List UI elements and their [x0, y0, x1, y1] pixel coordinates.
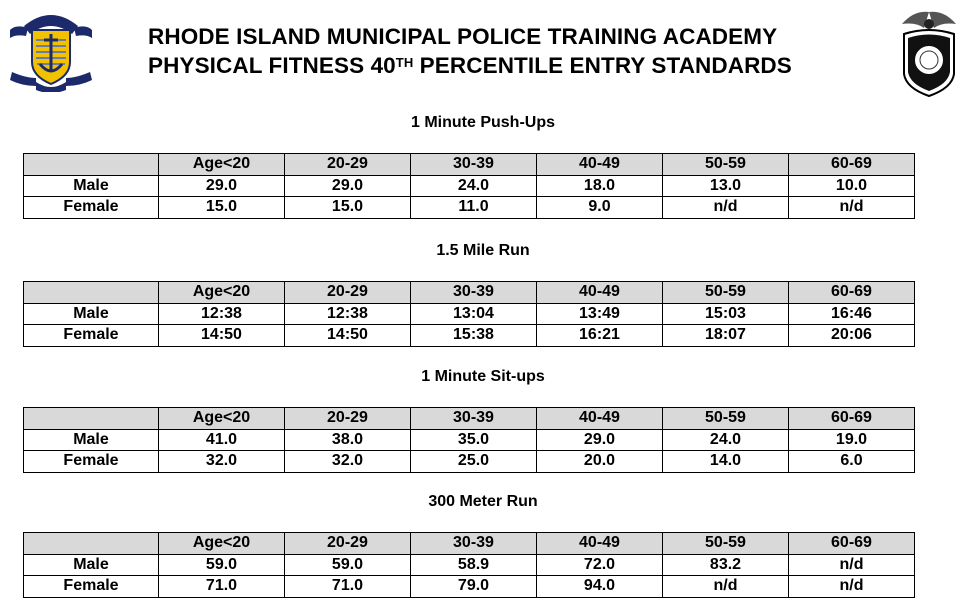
value-cell: 29.0 — [285, 175, 411, 197]
value-cell: 24.0 — [663, 429, 789, 451]
row-label: Male — [24, 175, 159, 197]
column-header: 50-59 — [663, 154, 789, 176]
value-cell: 18:07 — [663, 325, 789, 347]
column-header: 30-39 — [411, 533, 537, 555]
title-superscript: TH — [395, 55, 414, 70]
header-row — [24, 533, 915, 555]
value-cell: 24.0 — [411, 175, 537, 197]
table-row — [24, 451, 915, 473]
column-header: 20-29 — [285, 533, 411, 555]
column-header: 40-49 — [537, 408, 663, 430]
column-header: Age<20 — [159, 282, 285, 304]
value-cell: 10.0 — [789, 175, 915, 197]
section-title: 300 Meter Run — [428, 493, 538, 510]
column-header: Age<20 — [159, 154, 285, 176]
header-cell-empty — [24, 282, 159, 304]
section-title: 1 Minute Push-Ups — [410, 114, 555, 131]
value-cell: 14:50 — [159, 325, 285, 347]
row-label: Female — [24, 576, 159, 598]
value-cell: 59.0 — [285, 554, 411, 576]
header-row — [24, 154, 915, 176]
value-cell: n/d — [663, 576, 789, 598]
column-header: 60-69 — [789, 282, 915, 304]
row-label: Male — [24, 303, 159, 325]
value-cell: 35.0 — [411, 429, 537, 451]
column-header: 20-29 — [285, 408, 411, 430]
column-header: 40-49 — [537, 282, 663, 304]
value-cell: 71.0 — [285, 576, 411, 598]
title-line-2-suffix: PERCENTILE ENTRY STANDARDS — [413, 53, 792, 78]
title-line-1: RHODE ISLAND MUNICIPAL POLICE TRAINING ACADEMY — [148, 24, 778, 49]
table-row — [24, 429, 915, 451]
value-cell: n/d — [663, 197, 789, 219]
section-title: 1 Minute Sit-ups — [421, 368, 545, 385]
row-label: Male — [24, 554, 159, 576]
value-cell: n/d — [789, 197, 915, 219]
value-cell: 6.0 — [789, 451, 915, 473]
standards-table — [23, 407, 915, 473]
value-cell: 71.0 — [159, 576, 285, 598]
value-cell: 29.0 — [159, 175, 285, 197]
table-row — [24, 325, 915, 347]
value-cell: 79.0 — [411, 576, 537, 598]
value-cell: 72.0 — [537, 554, 663, 576]
table-row — [24, 576, 915, 598]
value-cell: 11.0 — [411, 197, 537, 219]
column-header: 30-39 — [411, 282, 537, 304]
row-label: Female — [24, 197, 159, 219]
value-cell: 15.0 — [159, 197, 285, 219]
value-cell: 15.0 — [285, 197, 411, 219]
value-cell: 59.0 — [159, 554, 285, 576]
value-cell: 9.0 — [537, 197, 663, 219]
table-row — [24, 303, 915, 325]
value-cell: 20.0 — [537, 451, 663, 473]
column-header: 20-29 — [285, 154, 411, 176]
column-header: 60-69 — [789, 533, 915, 555]
column-header: 30-39 — [411, 154, 537, 176]
header-row — [24, 282, 915, 304]
value-cell: 58.9 — [411, 554, 537, 576]
column-header: 40-49 — [537, 154, 663, 176]
value-cell: 13.0 — [663, 175, 789, 197]
value-cell: 25.0 — [411, 451, 537, 473]
value-cell: 18.0 — [537, 175, 663, 197]
section-title: 1.5 Mile Run — [436, 242, 530, 259]
value-cell: 14:50 — [285, 325, 411, 347]
value-cell: 16:46 — [789, 303, 915, 325]
value-cell: 38.0 — [285, 429, 411, 451]
value-cell: 32.0 — [159, 451, 285, 473]
column-header: 40-49 — [537, 533, 663, 555]
value-cell: 16:21 — [537, 325, 663, 347]
value-cell: 15:03 — [663, 303, 789, 325]
standards-table — [23, 153, 915, 219]
value-cell: 12:38 — [285, 303, 411, 325]
column-header: 50-59 — [663, 533, 789, 555]
rhode-island-seal-logo — [6, 6, 96, 92]
column-header: Age<20 — [159, 408, 285, 430]
value-cell: 13:04 — [411, 303, 537, 325]
value-cell: 83.2 — [663, 554, 789, 576]
value-cell: 20:06 — [789, 325, 915, 347]
page-title — [148, 22, 792, 80]
row-label: Female — [24, 451, 159, 473]
standards-table — [23, 532, 915, 598]
value-cell: 15:38 — [411, 325, 537, 347]
column-header: 60-69 — [789, 408, 915, 430]
column-header: 60-69 — [789, 154, 915, 176]
value-cell: 13:49 — [537, 303, 663, 325]
value-cell: 32.0 — [285, 451, 411, 473]
column-header: 20-29 — [285, 282, 411, 304]
table-row — [24, 554, 915, 576]
value-cell: 94.0 — [537, 576, 663, 598]
column-header: 30-39 — [411, 408, 537, 430]
title-line-2 — [148, 51, 792, 80]
header-cell-empty — [24, 408, 159, 430]
value-cell: 14.0 — [663, 451, 789, 473]
header-cell-empty — [24, 533, 159, 555]
row-label: Male — [24, 429, 159, 451]
table-row — [24, 175, 915, 197]
standards-table — [23, 281, 915, 347]
police-badge-logo — [894, 8, 964, 98]
value-cell: n/d — [789, 554, 915, 576]
value-cell: 12:38 — [159, 303, 285, 325]
value-cell: 19.0 — [789, 429, 915, 451]
column-header: 50-59 — [663, 282, 789, 304]
value-cell: 29.0 — [537, 429, 663, 451]
row-label: Female — [24, 325, 159, 347]
table-row — [24, 197, 915, 219]
header-cell-empty — [24, 154, 159, 176]
value-cell: n/d — [789, 576, 915, 598]
column-header: 50-59 — [663, 408, 789, 430]
column-header: Age<20 — [159, 533, 285, 555]
header-row — [24, 408, 915, 430]
title-line-2-prefix: PHYSICAL FITNESS 40 — [148, 53, 396, 78]
value-cell: 41.0 — [159, 429, 285, 451]
